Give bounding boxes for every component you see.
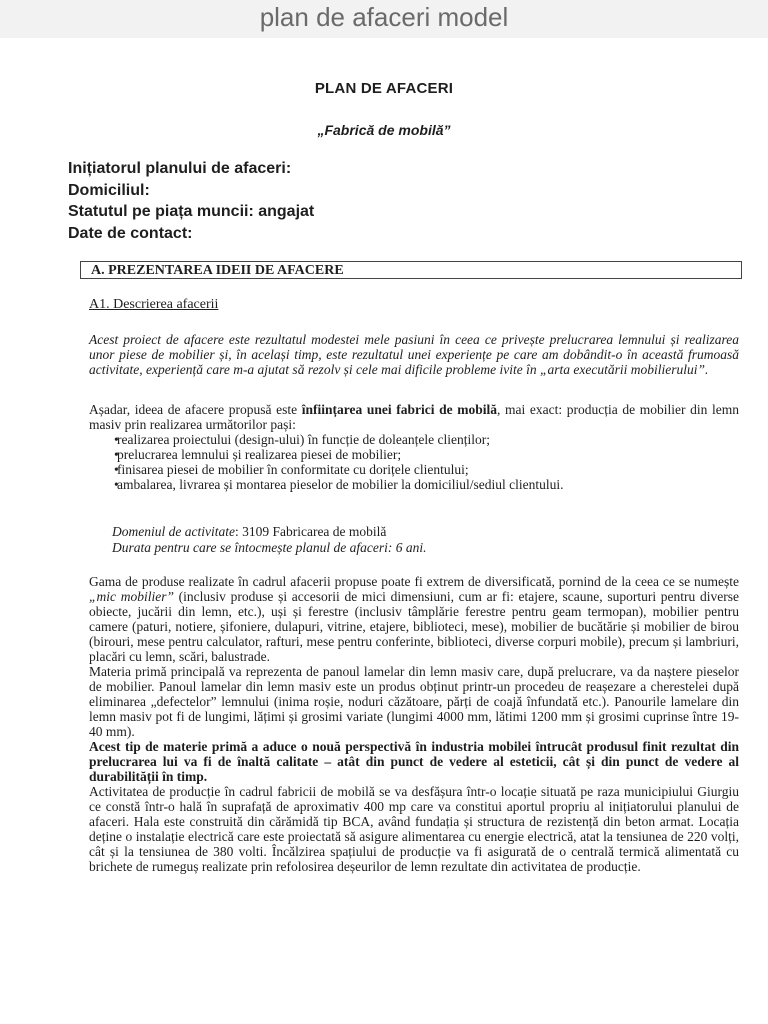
section-a-heading: A. PREZENTAREA IDEII DE AFACERE xyxy=(80,261,742,279)
production-activity-paragraph: Activitatea de producție în cadrul fabricii de mobilă se va desfășura într-o locație situată pe raza municipiului Giurgiu ce constă într-o hală în suprafață de aproximativ 400 mp care va constitui aportul propriu al inițiatorului planului de afaceri. Hala este construită din cărămidă tip BCA, având fundația și structura de rezistență din beton armat. Locația deține o instalație electrică care este proiectată să asigure alimentarea cu energie electrică, atat la tensiunea de 220 volți, cât și la tensiunea de 380 volti. Încălzirea spațiului de producție va fi asigurată de o centrală termică alimentată cu brichete de rumeguș realizate prin refolosirea deșeurilor de lemn rezultate din activitatea de producție. xyxy=(89,784,739,874)
products-range-paragraph xyxy=(89,574,739,874)
initiator-info xyxy=(68,158,314,244)
domain-label: Domeniul de activitate xyxy=(112,524,235,539)
list-item: • ambalarea, livrarea și montarea pieselor de mobilier la domiciliul/sediul clientului. xyxy=(89,477,739,492)
info-initiator: Inițiatorul planului de afaceri: xyxy=(68,160,292,177)
material-benefits-paragraph: Acest tip de materie primă a aduce o nouă perspectivă în industria mobilei întrucât produsul finit rezultat din prelucrarea lui va fi de înaltă calitate – atât din punct de vedere al esteticii, cât și din punct de vedere al durabilității în timp. xyxy=(89,739,739,784)
list-item: • finisarea piesei de mobilier în conformitate cu dorițele clientului; xyxy=(89,462,739,477)
plan-duration xyxy=(112,540,426,556)
info-work-status: Statutul pe piața muncii: angajat xyxy=(68,203,315,220)
idea-text-start: Așadar, ideea de afacere propusă este xyxy=(89,402,302,417)
activity-details xyxy=(112,524,426,555)
activity-domain xyxy=(112,524,426,540)
range-text-end: (inclusiv produse și accesorii de mici dimensiuni, cum ar fi: etajere, scaune, suporturi pentru diverse obiecte, jucării din lemn, etc.), uși și ferestre (inclusiv tâmplărie ferestre pentru geam termopan), mobilier pentru camere (paturi, notiere, șifoniere, dulapuri, vitrine, etajere, biblioteci, mese), mobilier de bucătărie și mobilier de birou (birouri, mese pentru calculator, rafturi, mese pentru conferinte, biblioteci, diverse corpuri mobile), precum și lambriuri, placări cu lemn, scări, balustrade. xyxy=(89,589,739,664)
duration-value: : 6 ani. xyxy=(387,539,427,555)
list-item: • prelucrarea lemnului și realizarea piesei de mobilier; xyxy=(89,447,739,462)
plan-subtitle: „Fabrică de mobilă” xyxy=(317,122,451,138)
intro-paragraph: Acest proiect de afacere este rezultatul modestei mele pasiuni în ceea ce privește prelucrarea lemnului și realizarea unor piese de mobilier și, în același timp, este rezultatul unei experiențe pe care am dobândit-o în această frumoasă activitate, experiență care m-a ajutat să rezolv și cele mai dificile probleme ivite în „arta executării mobilierului”. xyxy=(89,332,739,377)
plan-title: PLAN DE AFACERI xyxy=(314,80,454,97)
duration-label: Durata pentru care se întocmește planul de afaceri xyxy=(112,539,388,555)
idea-paragraph xyxy=(89,402,739,492)
idea-text-bold: înființarea unei fabrici de mobilă xyxy=(301,402,498,417)
range-text-start: Gama de produse realizate în cadrul afacerii propuse poate fi extrem de diversificată, pornind de la ceea ce se numește xyxy=(89,574,739,589)
steps-list xyxy=(89,432,739,492)
info-contact: Date de contact: xyxy=(68,224,193,242)
idea-text-end: , mai exact: producția de mobilier din lemn masiv prin realizarea următorilor pași: xyxy=(89,402,739,432)
raw-material-paragraph: Materia primă principală va reprezenta de panoul lamelar din lemn masiv care, după prelucrare, va da naștere pieselor de mobilier. Panoul lamelar din lemn masiv este un produs obținut printr-un procedeu de reașezare a cherestelei după eliminarea „defectelor” lemnului (inima roșie, noduri căzătoare, părți de coajă înfundată etc.). Panourile lamelare din lemn masiv pot fi de lungimi, lățimi și grosimi variate (lungimi 4000 mm, lătimi 1200 mm și grosimi cuprinse între 19-40 mm). xyxy=(89,664,739,739)
domain-value: : 3109 Fabricarea de mobilă xyxy=(234,524,387,539)
info-domicile: Domiciliul: xyxy=(68,181,150,199)
subsection-a1-heading: A1. Descrierea afacerii xyxy=(89,297,219,312)
list-item: • realizarea proiectului (design-ului) în funcție de doleanțele clienților; xyxy=(89,432,739,447)
range-text-italic: „mic mobilier” xyxy=(89,589,174,604)
document-page xyxy=(0,38,768,1024)
document-header-title: plan de afaceri model xyxy=(0,0,768,38)
